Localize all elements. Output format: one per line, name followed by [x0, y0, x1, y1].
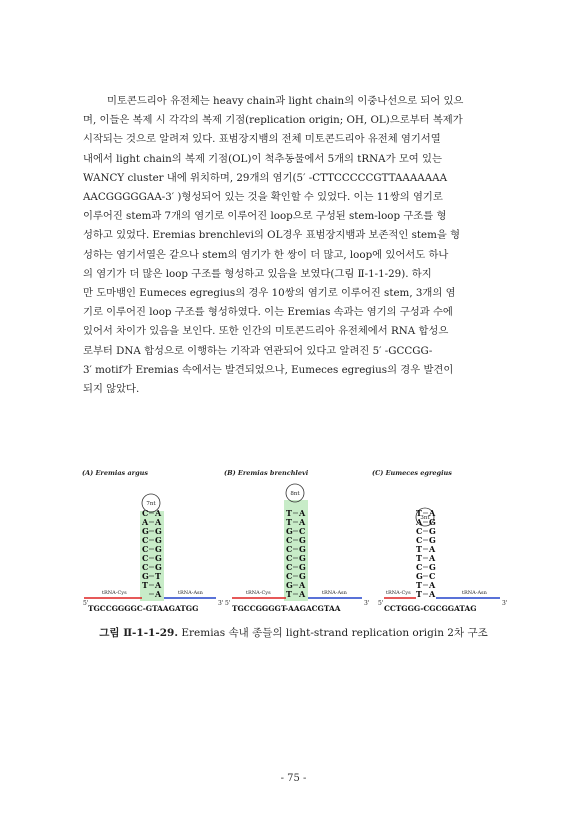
- body-line: 되지 않았다.: [83, 383, 140, 396]
- caption-text: Eremias 속내 종들의 light-strand replication origin 2차 구조: [178, 627, 488, 639]
- stem-base-left: T: [142, 580, 148, 590]
- body-line: 내에서 light chain의 복제 기점(OL)이 척추동물에서 5개의 tRNA가 모여 있는: [83, 152, 442, 165]
- stem-base-left: A: [416, 517, 423, 527]
- stem-base-right: A: [429, 553, 436, 563]
- stem-base-left: C: [142, 535, 149, 545]
- stem-base-left: T: [416, 544, 422, 554]
- body-line: 미토콘드리아 유전체는 heavy chain과 light chain의 이중나선으로 되어 있으: [107, 95, 464, 107]
- stem-base-left: C: [416, 562, 423, 572]
- stem-base-left: C: [286, 571, 293, 581]
- stem-base-left: T: [286, 517, 292, 527]
- stem-base-right: A: [299, 589, 306, 599]
- stem-base-right: C: [429, 571, 436, 581]
- figure-caption: [0, 625, 587, 640]
- stem-base-left: C: [286, 544, 293, 554]
- stem-base-right: G: [299, 553, 306, 563]
- stem-base-left: T: [416, 580, 422, 590]
- stem-base-right: A: [155, 508, 162, 518]
- body-line: WANCY cluster 내에 위치하며, 29개의 염기(5′ -CTTCCCCCGTTAAAAAAA: [83, 171, 448, 184]
- body-line: 며, 이들은 복제 시 각각의 복제 기점(replication origin; OH, OL)으로부터 복제가: [83, 114, 463, 127]
- stem-base-right: A: [155, 517, 162, 527]
- stem-base-right: A: [155, 589, 162, 599]
- body-paragraph: [83, 92, 511, 399]
- stem-base-left: G: [416, 571, 423, 581]
- stem-base-right: T: [155, 571, 161, 581]
- stem-base-left: C: [286, 562, 293, 572]
- stem-base-right: A: [429, 508, 436, 518]
- stem-base-left: C: [142, 544, 149, 554]
- body-line: AACGGGGGAA-3′ )형성되어 있는 것을 확인할 수 있었다. 이는 11쌍의 염기로: [83, 191, 443, 204]
- body-line: 시작되는 것으로 알려져 있다. 표범장지뱀의 전체 미토콘드리아 유전체 염기서열: [83, 133, 441, 146]
- panel-c-structure: [378, 508, 508, 613]
- stem-base-right: G: [299, 571, 306, 581]
- body-line: 성하는 염기서열은 같으나 stem의 염기가 한 쌍이 더 많고, loop에 있어서도 하나: [83, 248, 449, 261]
- panel-c-3prime: 3': [502, 600, 508, 607]
- stem-base-right: A: [429, 589, 436, 599]
- stem-base-right: A: [155, 580, 162, 590]
- stem-base-right: A: [429, 580, 436, 590]
- caption-number: 그림 Ⅱ-1-1-29.: [99, 627, 178, 639]
- stem-base-left: C: [286, 553, 293, 563]
- stem-base-right: G: [155, 535, 162, 545]
- panel-b-structure: [225, 484, 370, 613]
- body-line: 로부터 DNA 합성으로 이행하는 기작과 연관되어 있다고 알려진 5′ -GCCGG-: [83, 344, 433, 357]
- stem-base-left: A: [142, 517, 149, 527]
- stem-base-left: T: [416, 508, 422, 518]
- stem-base-right: A: [299, 517, 306, 527]
- stem-base-right: G: [299, 544, 306, 554]
- panel-c-trna-cys: tRNA-Cys: [386, 590, 411, 596]
- panel-a-label: (A) Eremias argus: [82, 469, 149, 477]
- body-line: 이루어진 stem과 7개의 염기로 이루어진 loop으로 구성된 stem-loop 구조를 형: [83, 210, 447, 223]
- body-line: 만 도마뱀인 Eumeces egregius의 경우 10쌍의 염기로 이루어진 stem, 3개의 염: [83, 287, 456, 300]
- stem-base-left: C: [142, 508, 149, 518]
- stem-base-right: G: [155, 544, 162, 554]
- stem-base-left: C: [416, 535, 423, 545]
- body-line: 기로 이루어진 loop 구조를 형성하였다. 이는 Eremias 속과는 염기의 구성과 수에: [83, 306, 453, 319]
- stem-base-left: C: [142, 553, 149, 563]
- body-line: 3′ motif가 Eremias 속에서는 발견되었으나, Eumeces egregius의 경우 발견이: [83, 363, 454, 376]
- panel-a-loop-label: 7nt: [146, 501, 156, 507]
- stem-base-right: G: [429, 517, 436, 527]
- stem-base-right: G: [429, 526, 436, 536]
- stem-base-left: G: [286, 526, 293, 536]
- panel-a-bottom-seq: TGCCGGGGC-GTAAGATGG: [88, 604, 199, 613]
- panel-b-5prime: 5': [225, 600, 231, 607]
- stem-base-right: G: [155, 553, 162, 563]
- stem-base-right: G: [299, 535, 306, 545]
- body-line: 의 염기가 더 많은 loop 구조를 형성하고 있음을 보였다(그림 Ⅱ-1-1-29). 하지: [83, 267, 432, 280]
- body-line: 있어서 차이가 있음을 보인다. 또한 인간의 미토콘드리아 유전체에서 RNA 합성으: [83, 325, 449, 338]
- ol-secondary-structure-figure: [80, 465, 516, 615]
- stem-base-left: G: [142, 526, 149, 536]
- panel-c-loop-label: 3nt: [420, 515, 430, 521]
- stem-base-right: G: [155, 526, 162, 536]
- panel-c-5prime: 5': [378, 600, 384, 607]
- stem-base-right: G: [429, 562, 436, 572]
- stem-base-left: T: [416, 589, 422, 599]
- panel-a-trna-asn: tRNA-Asn: [178, 590, 203, 596]
- panel-b-3prime: 3': [364, 600, 370, 607]
- stem-base-left: T: [286, 508, 292, 518]
- stem-base-right: G: [429, 535, 436, 545]
- stem-base-left: C: [142, 562, 149, 572]
- panel-a-trna-cys: tRNA-Cys: [102, 590, 127, 596]
- panel-c-label: (C) Eumeces egregius: [372, 469, 452, 477]
- stem-base-right: C: [299, 526, 306, 536]
- stem-base-left: C: [286, 535, 293, 545]
- panel-a-5prime: 5': [83, 600, 89, 607]
- stem-base-left: G: [286, 580, 293, 590]
- stem-base-right: G: [155, 562, 162, 572]
- body-line: 성하고 있었다. Eremias brenchlevi의 OL경우 표범장지뱀과 보존적인 stem을 형: [83, 229, 461, 242]
- stem-base-right: A: [299, 580, 306, 590]
- panel-c-trna-asn: tRNA-Asn: [462, 590, 487, 596]
- stem-base-left: G: [142, 571, 149, 581]
- stem-base-left: C: [416, 526, 423, 536]
- page-number: - 75 -: [280, 773, 307, 784]
- stem-base-left: T: [286, 589, 292, 599]
- panel-b-label: (B) Eremias brenchlevi: [224, 469, 309, 477]
- stem-base-right: A: [299, 508, 306, 518]
- panel-b-bottom-seq: TGCCGGGGT-AAGACGTAA: [232, 604, 341, 613]
- panel-a-3prime: 3': [218, 600, 224, 607]
- panel-c-bottom-seq: CCTGGG-CGCGGATAG: [384, 604, 477, 613]
- panel-a-structure: [83, 494, 224, 613]
- stem-base-right: A: [429, 544, 436, 554]
- panel-b-trna-asn: tRNA-Asn: [322, 590, 347, 596]
- stem-base-right: G: [299, 562, 306, 572]
- stem-base-left: T: [416, 553, 422, 563]
- panel-b-loop-label: 8nt: [290, 491, 300, 497]
- panel-b-trna-cys: tRNA-Cys: [246, 590, 271, 596]
